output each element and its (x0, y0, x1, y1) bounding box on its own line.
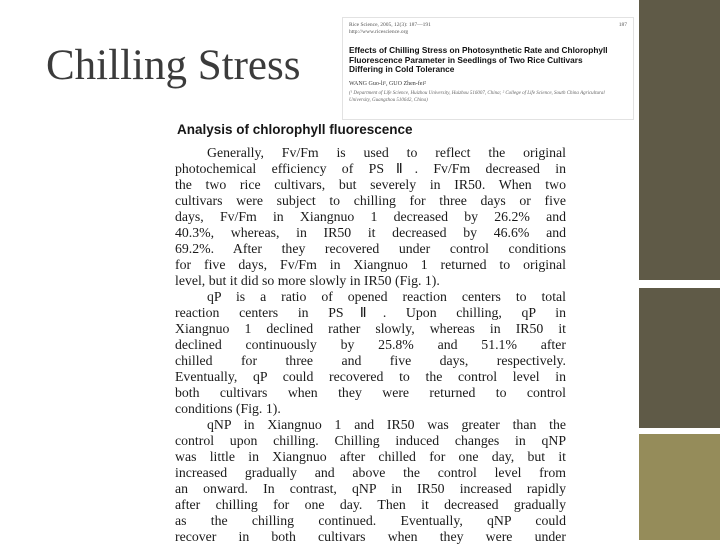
journal-citation: Rice Science, 2005, 12(3): 187—191 http://www.ricescience.org (349, 22, 431, 35)
sidebar-divider (639, 280, 720, 288)
text-line: control upon chilling. Chilling induced changes in qNP (175, 433, 566, 448)
sidebar-block-bottom (639, 434, 720, 540)
text-line: conditions (Fig. 1). (175, 401, 281, 416)
text-line: photochemical efficiency of PSⅡ. Fv/Fm decreased in (175, 161, 566, 176)
text-line: the two rice cultivars, but severely in IR50. When two (175, 177, 566, 192)
text-line: after chilling for one day. Then it decreased gradually (175, 497, 566, 512)
text-line: Eventually, qP could recovered to the control level in (175, 369, 566, 384)
text-line: an onward. In contrast, qNP in IR50 increased rapidly (175, 481, 566, 496)
text-line: both cultivars when they were returned to control (175, 385, 566, 400)
paper-affiliation: (¹ Department of Life Science, Huizhou University, Huizhou 516007, China; ² College of Life Science, South China Agricultural University, Guangzhou 510642, China) (349, 91, 605, 103)
text-line: qNP in Xiangnuo 1 and IR50 was greater than the (207, 417, 566, 432)
sidebar-block-middle (639, 288, 720, 428)
text-line: declined continuously by 25.8% and 51.1% after (175, 337, 566, 352)
text-line: cultivars were subject to chilling for three days or five (175, 193, 566, 208)
paper-header-image (342, 17, 634, 120)
text-line: reaction centers in PSⅡ. Upon chilling, qP in (175, 305, 566, 320)
text-line: qP is a ratio of opened reaction centers to total (207, 289, 566, 304)
slide-sidebar-decoration (639, 0, 720, 540)
paper-authors: WANG Guo-li¹, GUO Zhen-fei² (349, 81, 426, 87)
text-line: Generally, Fv/Fm is used to reflect the original (207, 145, 566, 160)
text-line: as the chilling continued. Eventually, qNP could (175, 513, 566, 528)
slide-title: Chilling Stress (46, 42, 301, 89)
paper-title: Effects of Chilling Stress on Photosynthetic Rate and Chlorophyll Fluorescence Parameter in Seedlings of Two Rice Cultivars Differing in Cold Tolerance (349, 45, 608, 75)
text-line: for five days, Fv/Fm in Xiangnuo 1 returned to original (175, 257, 566, 272)
text-line: Xiangnuo 1 declined rather slowly, whereas in IR50 it (175, 321, 566, 336)
text-line: 69.2%. After they recovered under control conditions (175, 241, 566, 256)
sidebar-block-top (639, 0, 720, 280)
section-heading: Analysis of chlorophyll fluorescence (177, 122, 413, 137)
text-line: 40.3%, whereas, in IR50 it decreased by 46.6% and (175, 225, 566, 240)
text-line: was little in Xiangnuo after chilled for one day, but it (175, 449, 566, 464)
paper-body-excerpt (170, 121, 590, 544)
text-line: increased gradually and above the control level from (175, 465, 566, 480)
text-line: chilled for three and five days, respectively. (175, 353, 566, 368)
page-number: 187 (618, 22, 627, 28)
text-line: recover in both cultivars when they were under (175, 529, 566, 544)
text-line: days, Fv/Fm in Xiangnuo 1 decreased by 26.2% and (175, 209, 566, 224)
text-line: level, but it did so more slowly in IR50 (Fig. 1). (175, 273, 440, 288)
